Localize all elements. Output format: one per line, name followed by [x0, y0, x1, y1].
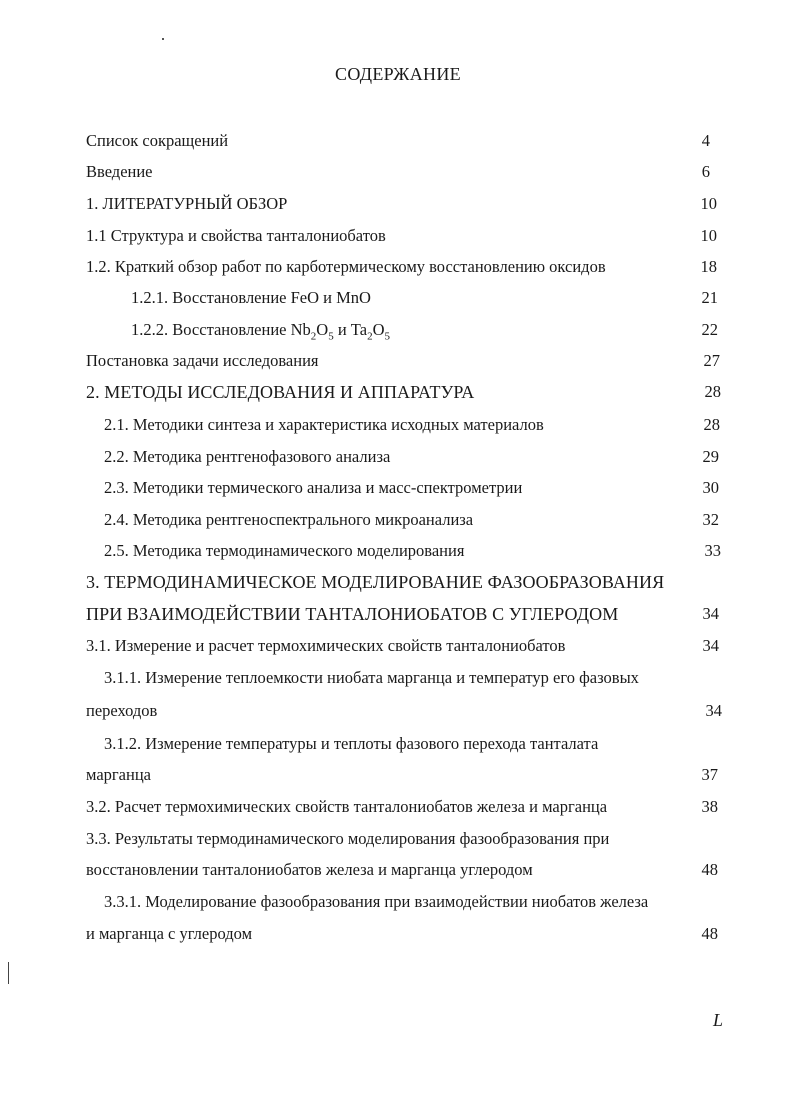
- toc-page-2-5: 33: [704, 541, 721, 560]
- toc-entry-3-3-1-line-2: и марганца с углеродом: [86, 924, 253, 943]
- toc-entry-2-4: 2.4. Методика рентгеноспектрального микроанализа: [104, 510, 474, 529]
- scan-speck: [162, 38, 164, 40]
- toc-entry-3-1-2-line-2: марганца: [86, 765, 151, 784]
- toc-entry-2-1: 2.1. Методики синтеза и характеристика исходных материалов: [104, 415, 544, 434]
- toc-page-introduction: 6: [701, 162, 710, 181]
- toc-page-chapter-1: 10: [700, 194, 717, 213]
- toc-entry-3-2: 3.2. Расчет термохимических свойств танталониобатов железа и марганца: [86, 797, 608, 816]
- toc-entry-1-2-1: 1.2.1. Восстановление FeO и MnO: [131, 288, 371, 307]
- toc-page-2-4: 32: [702, 510, 719, 529]
- toc-entry-1-1: 1.1 Структура и свойства танталониобатов: [86, 226, 386, 245]
- toc-entry-3-3-line-1: 3.3. Результаты термодинамического моделирования фазообразования при: [86, 829, 610, 848]
- toc-entry-1-2: 1.2. Краткий обзор работ по карботермическому восстановлению оксидов: [86, 257, 606, 276]
- toc-page-3-1: 34: [702, 636, 719, 655]
- toc-entry-chapter-1: 1. ЛИТЕРАТУРНЫЙ ОБЗОР: [86, 194, 288, 213]
- toc-page-3-2: 38: [701, 797, 718, 816]
- toc-page-2-2: 29: [702, 447, 719, 466]
- toc-entry-problem-statement: Постановка задачи исследования: [86, 351, 319, 370]
- toc-entry-abbreviations: Список сокращений: [86, 131, 229, 150]
- toc-entry-chapter-3-line-1: 3. ТЕРМОДИНАМИЧЕСКОЕ МОДЕЛИРОВАНИЕ ФАЗООБРАЗОВАНИЯ: [86, 572, 665, 592]
- toc-entry-3-1: 3.1. Измерение и расчет термохимических свойств танталониобатов: [86, 636, 566, 655]
- toc-page-2-1: 28: [703, 415, 720, 434]
- toc-entry-3-3-line-2: восстановлении танталониобатов железа и марганца углеродом: [86, 860, 533, 879]
- toc-page-1-1: 10: [700, 226, 717, 245]
- toc-page-chapter-3: 34: [702, 604, 719, 623]
- toc-page-3-1-1: 34: [705, 701, 722, 720]
- toc-page-chapter-2: 28: [704, 382, 721, 401]
- page-title: СОДЕРЖАНИЕ: [335, 64, 461, 84]
- toc-page-1-2-2: 22: [701, 320, 718, 339]
- toc-entry-2-2: 2.2. Методика рентгенофазового анализа: [104, 447, 391, 466]
- toc-page-1-2: 18: [700, 257, 717, 276]
- handwritten-page-mark: L: [713, 1010, 724, 1030]
- toc-entry-2-3: 2.3. Методики термического анализа и масс-спектрометрии: [104, 478, 523, 497]
- toc-entry-chapter-3-line-2: ПРИ ВЗАИМОДЕЙСТВИИ ТАНТАЛОНИОБАТОВ С УГЛЕРОДОМ: [86, 604, 619, 624]
- toc-page-3-3-1: 48: [701, 924, 718, 943]
- scan-margin-mark: [8, 962, 9, 984]
- toc-entry-3-1-1-line-2: переходов: [86, 701, 158, 720]
- toc-entry-chapter-2: 2. МЕТОДЫ ИССЛЕДОВАНИЯ И АППАРАТУРА: [86, 382, 475, 402]
- toc-page-1-2-1: 21: [701, 288, 718, 307]
- toc-entry-2-5: 2.5. Методика термодинамического моделирования: [104, 541, 465, 560]
- toc-entry-introduction: Введение: [86, 162, 153, 181]
- toc-entry-3-3-1-line-1: 3.3.1. Моделирование фазообразования при взаимодействии ниобатов железа: [104, 892, 649, 911]
- toc-entry-3-1-2-line-1: 3.1.2. Измерение температуры и теплоты фазового перехода танталата: [104, 734, 599, 753]
- toc-entry-1-2-2: 1.2.2. Восстановление $Nb_2O_5$ и $Ta_2O_5$: [131, 320, 390, 343]
- toc-page-3-3: 48: [701, 860, 718, 879]
- toc-page-abbreviations: 4: [701, 131, 710, 150]
- toc-entry-3-1-1-line-1: 3.1.1. Измерение теплоемкости ниобата марганца и температур его фазовых: [104, 668, 639, 687]
- toc-page-3-1-2: 37: [701, 765, 718, 784]
- toc-page-2-3: 30: [702, 478, 719, 497]
- toc-page-problem-statement: 27: [703, 351, 720, 370]
